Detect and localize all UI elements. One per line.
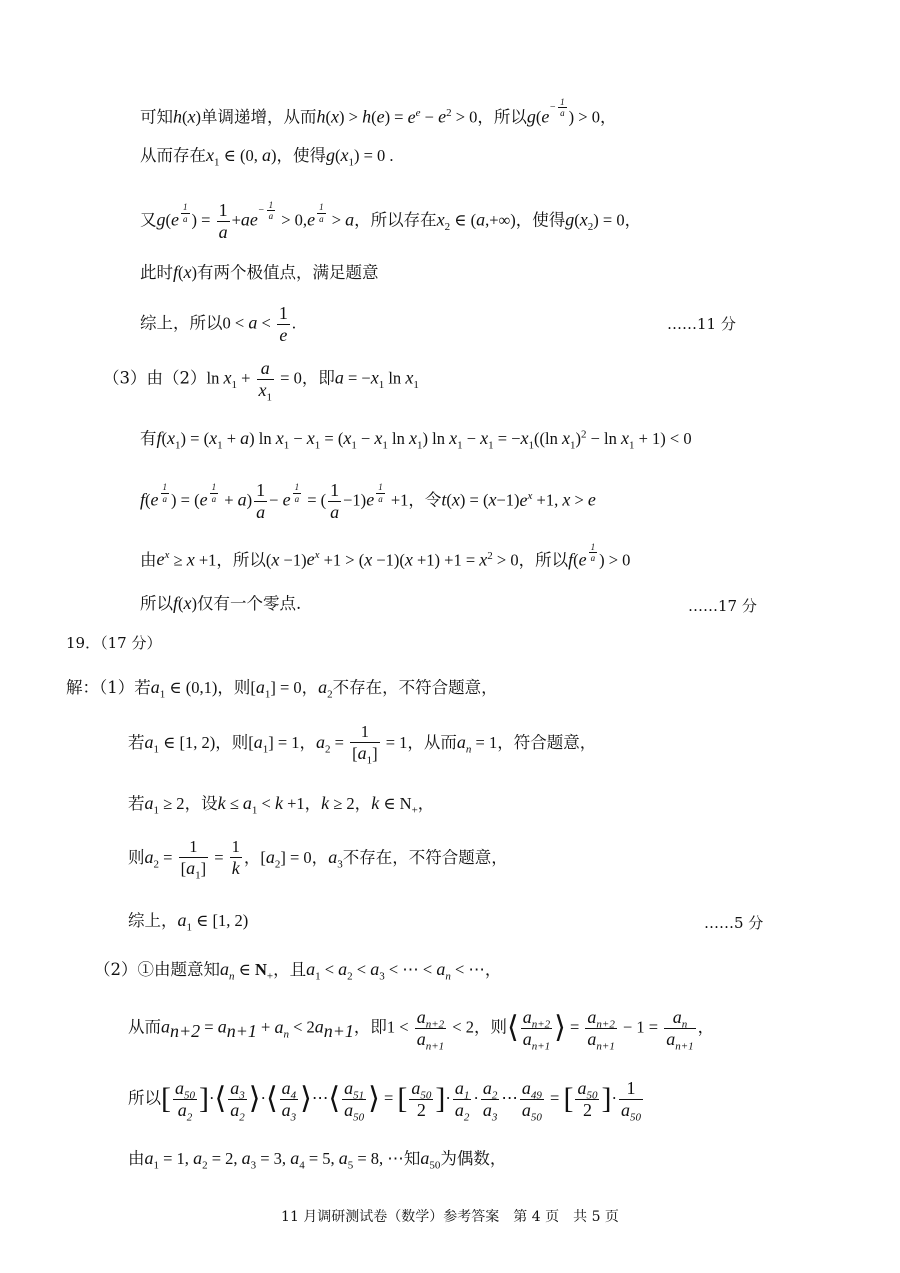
s2: 若$a_1$ ∈ [1, 2)，则$[a_1] = 1$，$a_2$ = $\frac{1}{[a_1]}$ = 1，从而$a_n = 1$，符合题意，: [128, 722, 597, 767]
text: ，则: [215, 732, 249, 752]
line-5: 综上，所以0 < a < $\frac{1}{e}$ .: [140, 303, 296, 345]
s5: 综上，$a_1$ ∈ [1, 2): [128, 910, 249, 934]
line-2: 从而存在$x_1$ ∈ (0, a)，使得$g(x_1) = 0$ .: [140, 145, 394, 169]
text: 所以: [128, 1088, 161, 1108]
text: ，从而: [407, 732, 457, 752]
text: ，设: [184, 794, 218, 813]
text: 综上，所以: [140, 313, 223, 333]
score-17: ……17 分: [688, 597, 757, 615]
line-4: 此时f(x)有两个极值点，满足题意: [140, 262, 379, 282]
text: ，且: [273, 960, 307, 979]
text: ，: [301, 678, 319, 697]
text: 又: [140, 210, 157, 230]
text: 仅有一个零点.: [197, 594, 302, 613]
text: ，符合题意，: [497, 732, 597, 752]
s3: 若$a_1 \ge 2$，设$k \le a_1 < k +1$，k ≥ 2，k ∈ $N_+$，: [128, 793, 435, 817]
line-3: 又g(e $^{\frac{1}{a}}$ ) = $\frac{1}{a}$ $+ae^{- \frac{1}{a}}$ > 0,e $^{\frac{1}{a}}$ > a，所以存在$x_2$ ∈ (a,+∞)，使得$g(x_2) = 0$，: [140, 200, 642, 242]
p2-2: 从而$a_{n+2} = a_{n+1} + a_n < 2a_{n+1}$，即1 < $\frac{a_{n+2}}{a_{n+1}}$ < 2，则⟨ $\frac{a_{n+2}}{a_{n+1}}$ ⟩ = $\frac{a_{n+2}}{a_{n+1}}$ − 1 = $\frac{a_n}{a_{n+1}}$ ，: [128, 1007, 715, 1053]
line-8: f(e $^{\frac{1}{a}}$ ) = (e $^{\frac{1}{a}}$ + a) $\frac{1}{a}$ − e $^{\frac{1}{a}}$ = ( $\frac{1}{a}$ −1)e $^{\frac{1}{a}}$ +1，令$t(x) = (x-1)e^x +1$, x > e: [140, 480, 596, 522]
text: 有: [140, 429, 157, 448]
text: 解：（1）若: [66, 678, 151, 697]
line-1: 可知h(x)单调递增，从而$h(x) > h(e) = e^e - e^2 > 0$，所以$g(e^{- \frac{1}{a}}$ ) > 0，: [140, 97, 617, 127]
text: ，即: [301, 368, 335, 388]
text: 由: [140, 550, 157, 570]
text: 知: [403, 1149, 421, 1168]
s4: 则$a_2$ = $\frac{1}{[a_1]}$ = $\frac{1}{k}$ ，$[a_2] = 0$，$a_3$不存在，不符合题意，: [128, 837, 508, 882]
text: 从而: [128, 1017, 161, 1037]
score-5: ……5 分: [704, 914, 764, 932]
text: ，所以存在: [354, 210, 437, 230]
text: 由: [128, 1149, 145, 1168]
line-10: 所以f(x)仅有一个零点.: [140, 593, 302, 613]
q19-header: 19．（17 分）: [66, 634, 162, 652]
text: ，即: [353, 1017, 387, 1037]
text: ，所以: [518, 550, 569, 570]
text: ，则: [473, 1017, 507, 1037]
page-footer: 11 月调研测试卷（数学）参考答案 第 4 页 共 5 页: [281, 1209, 619, 1225]
text: 综上，: [128, 911, 178, 930]
text: 不存在，不符合题意，: [332, 678, 498, 697]
text: 为偶数，: [440, 1149, 507, 1168]
text: 单调递增，从而: [201, 107, 317, 127]
text: 有两个极值点，满足题意: [197, 263, 379, 282]
p2-1: （2）①由题意知$a_n$ ∈ $N_+$，且$a_1 < a_2 < a_3$ < ⋯ < $a_n$ < ⋯，: [94, 959, 502, 983]
text: 所以: [140, 594, 173, 613]
text: ，使得: [515, 210, 566, 230]
p2-3: 所以[ $\frac{a_{50}}{a_2}$ ]·⟨ $\frac{a_3}{a_2}$ ⟩·⟨ $\frac{a_4}{a_3}$ ⟩⋯⟨ $\frac{a_{51}}{a_{50}}$ ⟩ = [ $\frac{a_{50}}{2}$ ]· $\frac{a_1}{a_2}$ · $\frac{a_2}{a_3}$ ⋯ $\frac{a_{49}}{a_{50}}$ = [ $\frac{a_{50}}{2}$ ]· $\frac{1}{a_{50}}$: [128, 1078, 641, 1124]
line-7: 有$f(x_1) = (x_1 + a)$ $\ln x_1 - x_1 = (x_1 - x_1$ $\ln x_1$) $\ln x_1 - x_1 = -x_1((\ln$ $x_1)^2 - \ln x_1 + 1) < 0$: [140, 428, 692, 452]
text: 则: [128, 847, 145, 867]
s1: 解：（1）若$a_1$ ∈ (0,1)，则$[a_1] = 0$，$a_2$不存在，不符合题意，: [66, 677, 498, 701]
line-9: 由$e^x \ge x +1$，所以$(x -1)e^x +1 > (x -1)(x +1) +1 = x^2 > 0$，所以f(e $^{\frac{1}{a}}$ ) > 0: [140, 542, 631, 570]
text: 从而存在: [140, 146, 206, 165]
text: （3）由（2）: [103, 368, 207, 388]
text: 若: [128, 794, 145, 813]
text: ，使得: [276, 146, 326, 165]
text: 不存在，不符合题意，: [342, 847, 508, 867]
text: （2）①由题意知: [94, 960, 220, 979]
text: 可知: [140, 107, 173, 127]
p2-4: 由$a_1 = 1$, $a_2 = 2$, $a_3 = 3$, $a_4 = 5$, $a_5 = 8$, ⋯知$a_{50}$为偶数，: [128, 1148, 507, 1172]
text: ，则: [217, 678, 251, 697]
text: 此时: [140, 263, 173, 282]
text: 若: [128, 732, 145, 752]
text: ，令: [408, 490, 442, 510]
line-6: （3）由（2）ln $x_1$ + $\frac{a}{x_1}$ = 0，即$a = -x_1$ $\ln x_1$: [103, 358, 419, 404]
score-11: ……11 分: [667, 315, 736, 333]
text: ，所以: [216, 550, 266, 570]
text: ，所以: [477, 107, 527, 127]
